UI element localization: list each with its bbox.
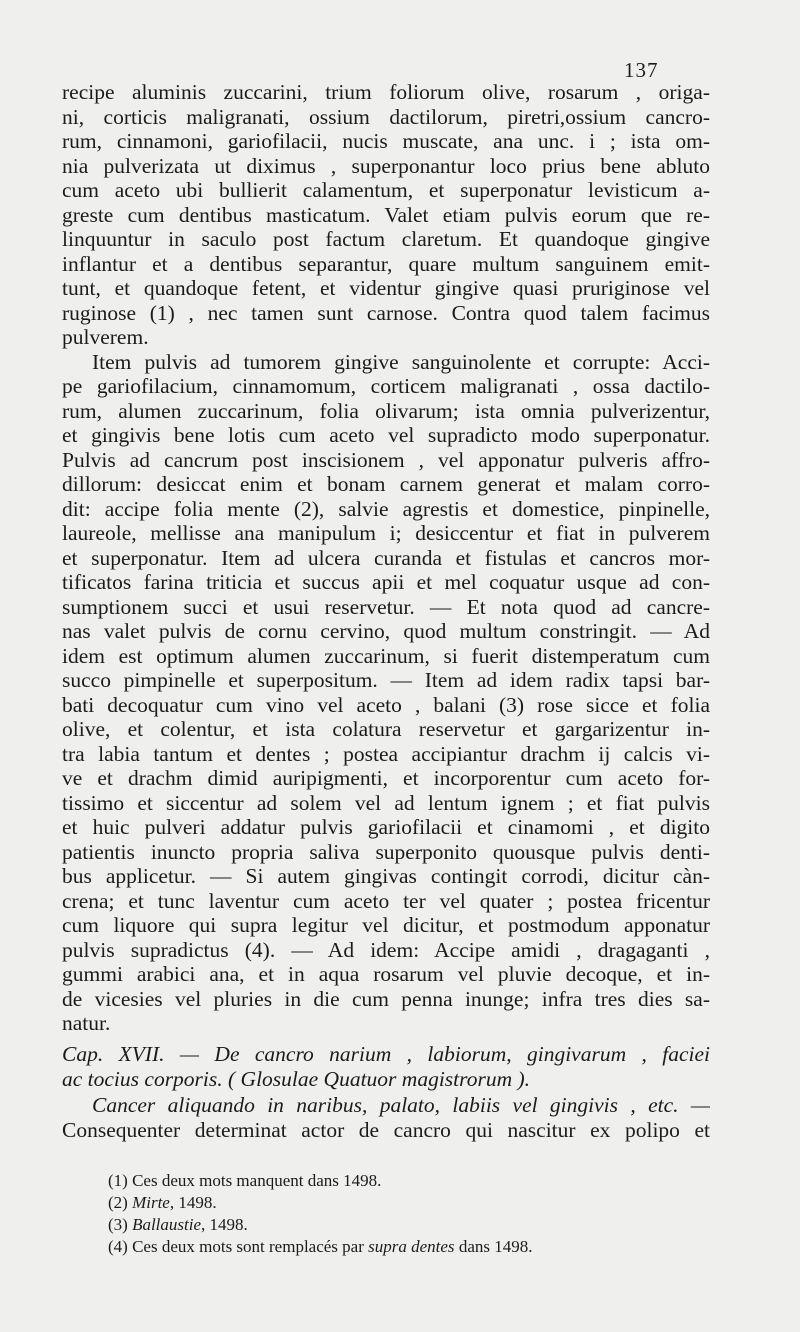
text-line: rum, alumen zuccarinum, folia olivarum; ista omnia pulverizentur,: [62, 398, 710, 423]
footnote-3: (3) Ballaustie, 1498.: [108, 1215, 248, 1234]
text-line: Pulvis ad cancrum post inscisionem , vel apponatur pulveris affro-: [62, 447, 710, 472]
text-line: ni, corticis maligranati, ossium dactilorum, piretri,ossium cancro-: [62, 104, 710, 129]
text-line: et gingivis bene lotis cum aceto vel supradicto modo superponatur.: [62, 423, 710, 447]
text-line: de vicesies vel pluries in die cum penna inunge; infra tres dies sa-: [62, 986, 710, 1011]
text-line: linquuntur in saculo post factum claretum. Et quandoque gingive: [62, 227, 710, 251]
text-line: Item pulvis ad tumorem gingive sanguinolente et corrupte: Acci-: [92, 349, 710, 374]
text-line: olive, et colentur, et ista colatura reservetur et gargarizentur in-: [62, 717, 710, 741]
chapter-heading-text-2: ac tocius corporis. ( Glosulae Quatuor magistrorum ).: [62, 1067, 531, 1091]
text-line: dillorum: desiccat enim et bonam carnem generat et malam corro-: [62, 472, 710, 496]
last-body-line: Consequenter determinat actor de cancro qui nascitur ex polipo et: [62, 1118, 710, 1142]
chapter-heading-text-1: Cap. XVII. — De cancro narium , labiorum, gingivarum , faciei: [62, 1042, 710, 1066]
text-line: pulverem.: [62, 325, 149, 349]
text-line: nas valet pulvis de cornu cervino, quod multum constringit. — Ad: [62, 619, 710, 643]
footnote-4: (4) Ces deux mots sont remplacés par supra dentes dans 1498.: [108, 1237, 533, 1256]
text-line: tificatos farina triticia et succus apii et mel coquatur usque ad con-: [62, 570, 710, 594]
chapter-heading-line-2: [62, 1067, 710, 1091]
text-line: laureole, mellisse ana manipulum i; desiccentur et fiat in pulverem: [62, 521, 710, 545]
text-line: tra labia tantum et dentes ; postea accipiantur drachm ij calcis vi-: [62, 741, 710, 766]
chapter-heading-line-1: [62, 1042, 710, 1066]
text-line: bus applicetur. — Si autem gingivas contingit corrodi, dicitur càn-: [62, 864, 710, 888]
text-line: pe gariofilacium, cinnamomum, corticem maligranati , ossa dactilo-: [62, 374, 710, 398]
text-line: natur.: [62, 1011, 111, 1035]
text-line: cum aceto ubi bullierit calamentum, et superponatur levisticum a-: [62, 178, 710, 202]
text-line: sumptionem succi et usui reservetur. — Et nota quod ad cancre-: [62, 594, 710, 619]
text-line: succo pimpinelle et superpositum. — Item ad idem radix tapsi bar-: [62, 668, 710, 692]
text-line: et huic pulveri addatur pulvis gariofilacii et cinamomi , et digito: [62, 815, 710, 839]
text-line: crena; et tunc laventur cum aceto ter vel quater ; postea fricentur: [62, 888, 710, 913]
text-line: tissimo et siccentur ad solem vel ad lentum ignem ; et fiat pulvis: [62, 790, 710, 815]
text-line: gummi arabici ana, et in aqua rosarum vel pluvie decoque, et in-: [62, 962, 710, 986]
text-line: inflantur et a dentibus separantur, quare multum sanguinem emit-: [62, 251, 710, 276]
text-line: ve et drachm dimid auripigmenti, et incorporentur cum aceto for-: [62, 766, 710, 790]
page-number: 137: [624, 58, 659, 82]
text-line: recipe aluminis zuccarini, trium foliorum olive, rosarum , origa-: [62, 80, 710, 104]
text-line: idem est optimum alumen zuccarinum, si fuerit distemperatum cum: [62, 643, 710, 668]
footnote-1: (1) Ces deux mots manquent dans 1498.: [108, 1171, 382, 1190]
text-line: nia pulverizata ut diximus , superponantur loco prius bene abluto: [62, 153, 710, 178]
text-line: greste cum dentibus masticatum. Valet etiam pulvis eorum que re-: [62, 202, 710, 227]
footnote-2: (2) Mirte, 1498.: [108, 1193, 217, 1212]
text-line: ruginose (1) , nec tamen sunt carnose. Contra quod talem facimus: [62, 300, 710, 325]
italic-intro-text: Cancer aliquando in naribus, palato, labiis vel gingivis , etc. —: [92, 1093, 710, 1117]
text-line: dit: accipe folia mente (2), salvie agrestis et domestice, pinpinelle,: [62, 496, 710, 521]
text-line: rum, cinnamoni, gariofilacii, nucis muscate, ana unc. i ; ista om-: [62, 129, 710, 153]
text-line: cum liquore qui supra legitur vel dicitur, et postmodum apponatur: [62, 913, 710, 937]
text-line: tunt, et quandoque fetent, et videntur gingive quasi pruriginose vel: [62, 276, 710, 300]
italic-intro-line: [92, 1093, 710, 1117]
text-line: bati decoquatur cum vino vel aceto , balani (3) rose sicce et folia: [62, 692, 710, 717]
text-line: pulvis supradictus (4). — Ad idem: Accipe amidi , dragaganti ,: [62, 937, 710, 962]
text-line: et superponatur. Item ad ulcera curanda et fistulas et cancros mor-: [62, 545, 710, 570]
text-line: patientis inuncto propria saliva superponito quousque pulvis denti-: [62, 839, 710, 864]
